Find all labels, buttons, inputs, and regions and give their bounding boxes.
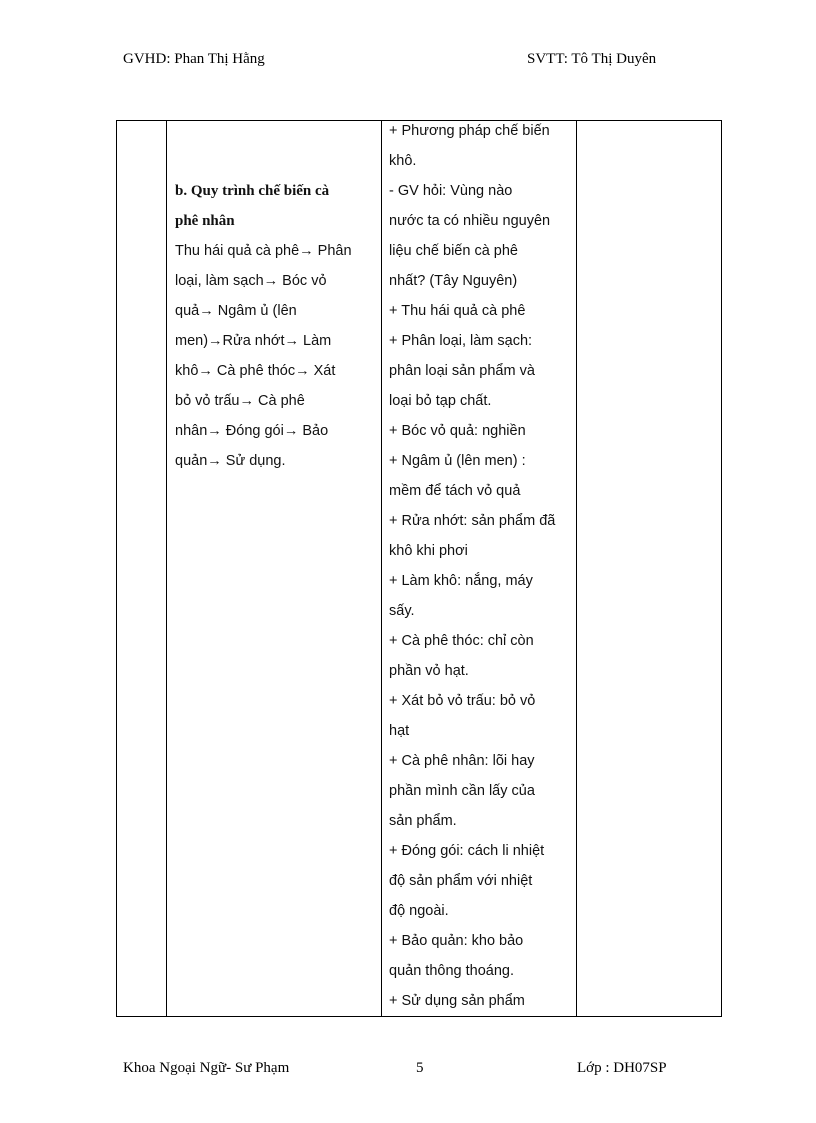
activity-line: phần mình cần lấy của <box>389 783 535 799</box>
process-line: khô→ Cà phê thóc→ Xát <box>175 363 336 379</box>
activity-line: + Bóc vỏ quả: nghiền <box>389 423 526 439</box>
section-heading <box>175 176 375 236</box>
activity-line: + Bảo quản: kho bảo <box>389 933 524 949</box>
activity-line: liệu chế biến cà phê <box>389 243 518 259</box>
activity-line: + Cà phê nhân: lõi hay <box>389 753 535 769</box>
process-line: men)→Rửa nhớt→ Làm <box>175 333 332 349</box>
activity-column <box>389 116 579 1016</box>
activity-line: sấy. <box>389 603 415 619</box>
activity-line: + Xát bỏ vỏ trấu: bỏ vỏ <box>389 693 536 709</box>
activity-line: + Sử dụng sản phẩm <box>389 993 525 1009</box>
heading-line: b. Quy trình chế biến cà <box>175 183 330 199</box>
activity-line: quản thông thoáng. <box>389 963 514 979</box>
activity-line: + Đóng gói: cách li nhiệt <box>389 843 545 859</box>
activity-line: khô. <box>389 153 417 169</box>
activity-line: + Cà phê thóc: chỉ còn <box>389 633 534 649</box>
activity-line: độ sản phẩm với nhiệt <box>389 873 533 889</box>
activity-line: sản phẩm. <box>389 813 457 829</box>
activity-line: + Thu hái quả cà phê <box>389 303 526 319</box>
header-instructor: GVHD: Phan Thị Hằng <box>123 51 265 67</box>
activity-line: phân loại sản phẩm và <box>389 363 535 379</box>
activity-line: + Rửa nhớt: sản phẩm đã <box>389 513 556 529</box>
activity-line: hạt <box>389 723 410 739</box>
activity-line: + Phân loại, làm sạch: <box>389 333 533 349</box>
lesson-table <box>116 120 722 1017</box>
activity-line: loại bỏ tạp chất. <box>389 393 492 409</box>
process-line: bỏ vỏ trấu→ Cà phê <box>175 393 305 409</box>
activity-line: + Làm khô: nắng, máy <box>389 573 533 589</box>
column-divider-2 <box>381 121 382 1016</box>
activity-line: + Ngâm ủ (lên men) : <box>389 453 526 469</box>
column-divider-1 <box>166 121 167 1016</box>
process-line: Thu hái quả cà phê→ Phân <box>175 243 352 259</box>
activity-line: khô khi phơi <box>389 543 468 559</box>
activity-line: - GV hỏi: Vùng nào <box>389 183 513 199</box>
heading-line: phê nhân <box>175 213 235 229</box>
activity-line: phần vỏ hạt. <box>389 663 469 679</box>
header-student: SVTT: Tô Thị Duyên <box>527 51 657 67</box>
footer-faculty: Khoa Ngoại Ngữ- Sư Phạm <box>123 1060 290 1076</box>
content-column <box>175 176 375 476</box>
activity-line: nhất? (Tây Nguyên) <box>389 273 518 289</box>
activity-line: độ ngoài. <box>389 903 449 919</box>
activity-line: + Phương pháp chế biến <box>389 123 550 139</box>
page-number: 5 <box>416 1060 424 1076</box>
activity-line: mềm để tách vỏ quả <box>389 483 521 499</box>
process-line: loại, làm sạch→ Bóc vỏ <box>175 273 327 289</box>
footer-class: Lớp : DH07SP <box>577 1060 667 1076</box>
process-line: quả→ Ngâm ủ (lên <box>175 303 297 319</box>
process-line: nhân→ Đóng gói→ Bảo <box>175 423 329 439</box>
process-steps <box>175 236 375 476</box>
activity-line: nước ta có nhiều nguyên <box>389 213 551 229</box>
teacher-activities <box>389 116 579 1016</box>
process-line: quản→ Sử dụng. <box>175 453 286 469</box>
